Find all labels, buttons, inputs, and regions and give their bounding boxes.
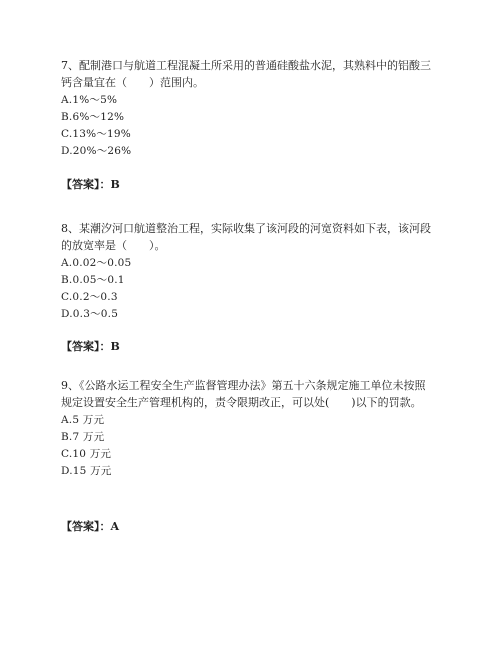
option-a: A.5 万元: [61, 414, 105, 426]
question-stem: 9、《公路水运工程安全生产监督管理办法》第五十六条规定施工单位未按照规定设置安全生产管理机构的，责令限期改正，可以处( )以下的罚款。: [61, 379, 426, 409]
option-d: D.20%～26%: [61, 145, 132, 157]
option-b: B.6%～12%: [61, 111, 125, 123]
answer-7: 【答案】：B: [61, 178, 120, 191]
question-7: [61, 57, 433, 160]
question-9: [61, 377, 433, 480]
option-a: A.0.02～0.05: [61, 257, 132, 269]
question-8: [61, 220, 433, 323]
option-c: C.10 万元: [61, 448, 112, 460]
option-b: B.7 万元: [61, 431, 105, 443]
option-a: A.1%～5%: [61, 94, 118, 106]
answer-8: 【答案】：B: [61, 340, 120, 353]
option-b: B.0.05～0.1: [61, 274, 125, 286]
question-stem: 8、某潮汐河口航道整治工程，实际收集了该河段的河宽资料如下表，该河段的放宽率是（ ）。: [61, 222, 431, 252]
option-c: C.13%～19%: [61, 128, 131, 140]
answer-9: 【答案】：A: [61, 520, 120, 533]
option-c: C.0.2～0.3: [61, 291, 118, 303]
option-d: D.0.3～0.5: [61, 308, 119, 320]
option-d: D.15 万元: [61, 465, 112, 477]
question-stem: 7、配制港口与航道工程混凝土所采用的普通硅酸盐水泥，其熟料中的铝酸三钙含量宜在（ ）范围内。: [61, 59, 431, 89]
